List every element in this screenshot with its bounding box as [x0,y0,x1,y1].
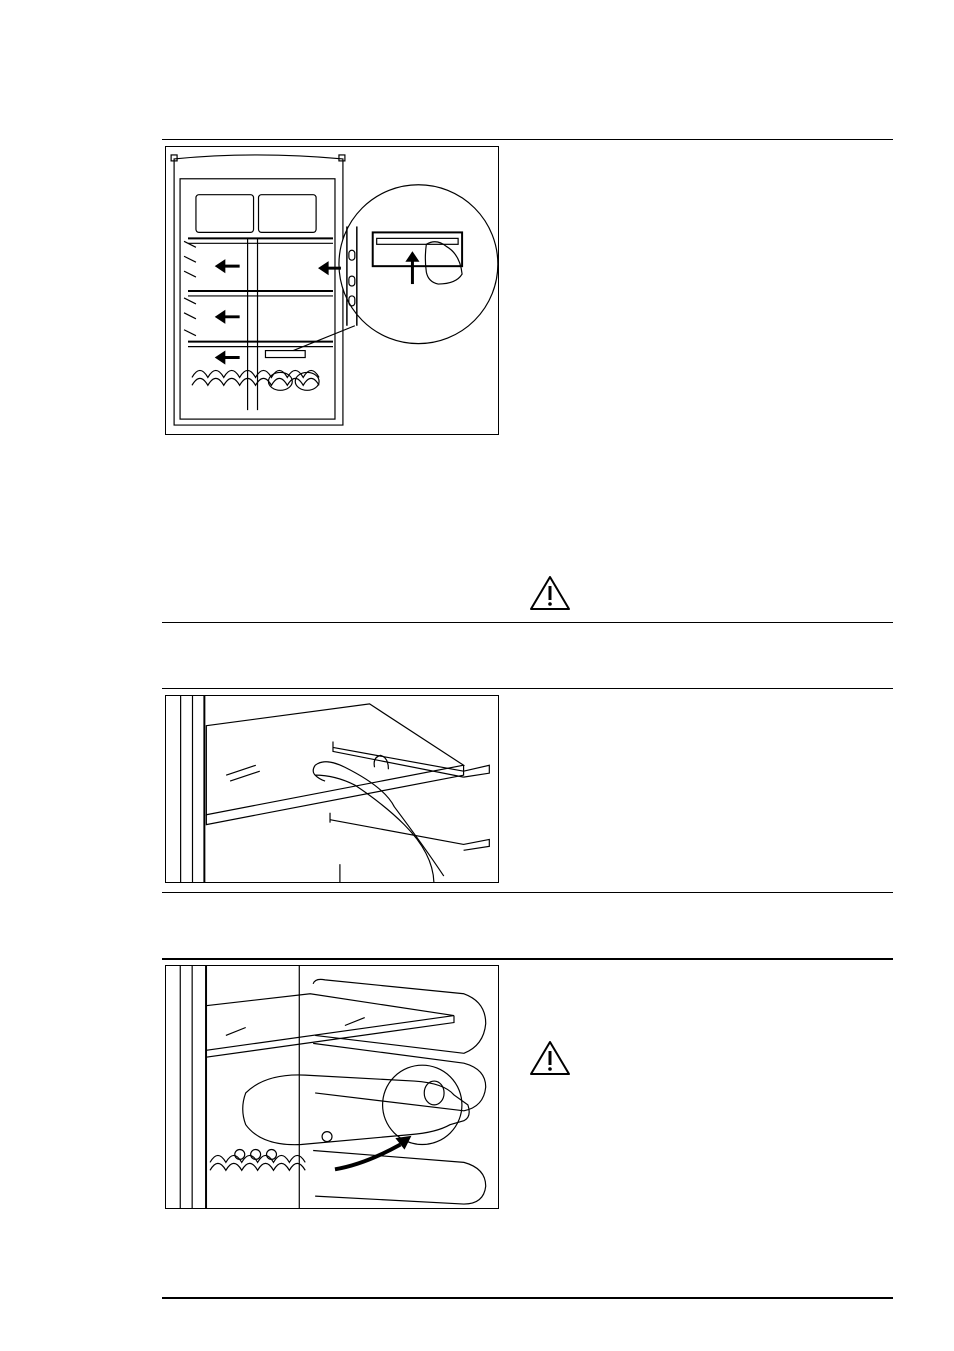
refrigerator-interior-shelf-positions-illustration [166,147,498,434]
section-rule-bottom [162,1297,893,1299]
section-rule-5 [162,958,893,960]
warning-icon-2 [529,1040,571,1076]
warning-icon-1 [529,575,571,611]
section-rule-2 [162,622,893,623]
glass-shelf-removal-by-hand-illustration [166,696,498,882]
bottle-rack-installation-illustration [166,966,498,1208]
warning-triangle-icon [529,1040,571,1076]
section-rule-4 [162,892,893,893]
section-rule-3 [162,688,893,689]
figure-fridge-interior [165,146,499,435]
warning-triangle-icon [529,575,571,611]
figure-shelf-removal [165,695,499,883]
section-rule-top [162,139,893,140]
figure-bottle-rack [165,965,499,1209]
